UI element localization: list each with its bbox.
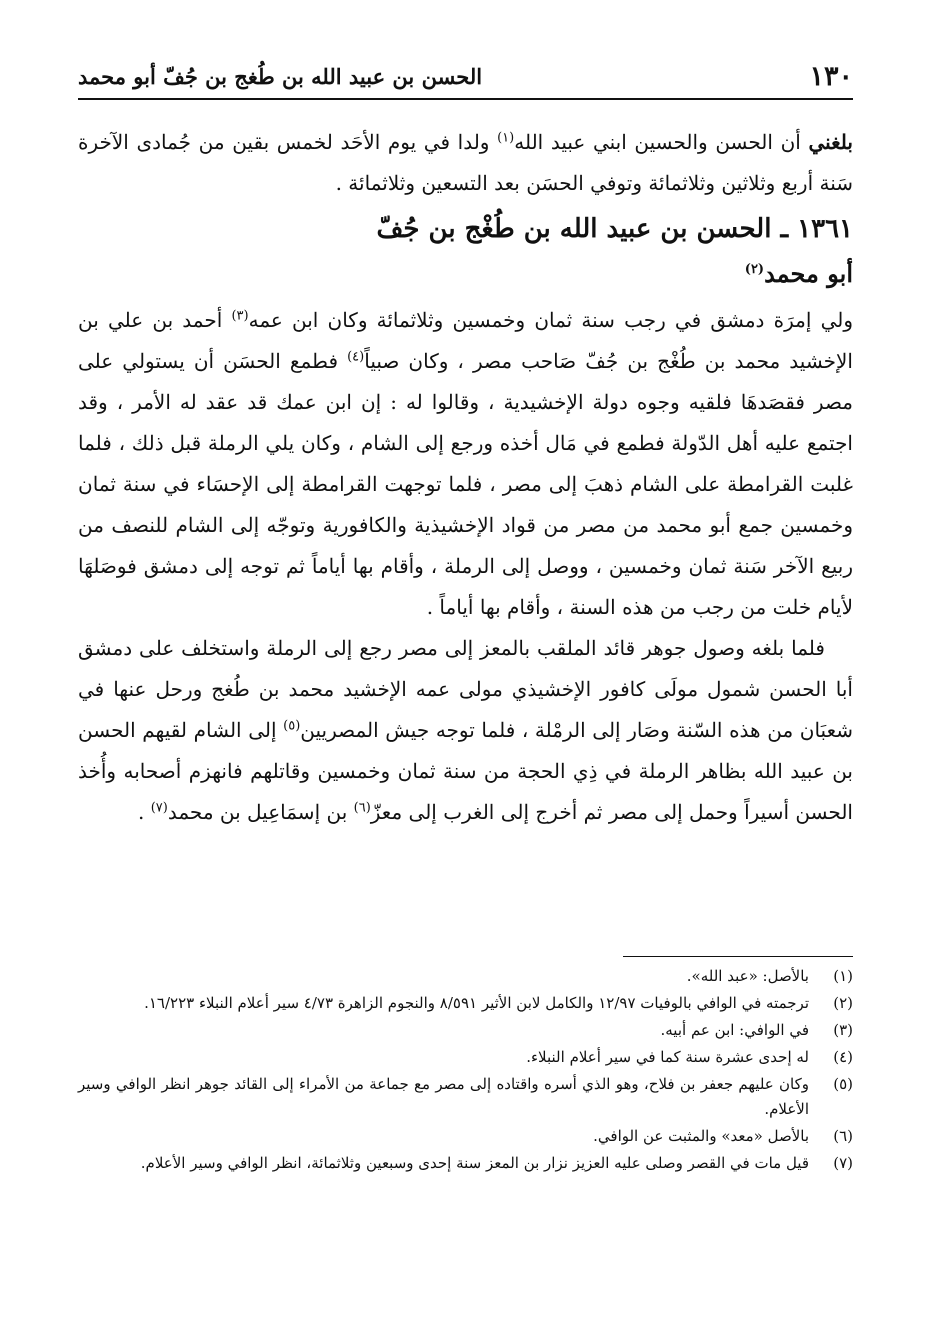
entry-heading: ١٣٦١ ـ الحسن بن عبيد الله بن طُغْج بن جُفّ	[376, 214, 853, 244]
footnote	[78, 1018, 853, 1043]
entry-kunya-text: أبو محمد	[764, 259, 853, 288]
paragraph-2-text-c: بن إسمَاعِيل بن محمد	[167, 800, 354, 824]
paragraph-1-text-b: أحمد بن علي بن الإخشيد محمد بن طُغْج بن جُفّ صَاحب مصر ، وكان صبياً	[78, 308, 853, 373]
footnote-text: بالأصل «معد» والمثبت عن الوافي.	[593, 1127, 809, 1145]
entry-kunya	[78, 254, 853, 294]
footnote-ref-7: (٧)	[150, 800, 168, 816]
paragraph-1-text-a: ولي إمرَة دمشق في رجب سنة ثمان وخمسين وثلاثمائة وكان ابن عمه	[248, 308, 854, 332]
main-text	[78, 122, 853, 833]
intro-opener: بلغني	[808, 130, 853, 154]
footnote-text: بالأصل: «عبد الله».	[686, 967, 809, 985]
intro-text-part1: أن الحسن والحسين ابني عبيد الله	[514, 130, 809, 154]
paragraph-1	[78, 300, 853, 628]
footnote	[78, 1124, 853, 1149]
paragraph-2-text-b: إلى الشام لقيهم الحسن بن عبيد الله بظاهر الرملة في ذِي الحجة من سنة ثمان وخمسين وقاتلهم فانهزم أصحابه وأُخذ الحسن أسيراً وحمل إلى مصر ثم أخرج إلى الغرب إلى معزّ	[78, 718, 853, 824]
footnote-number: (٣)	[833, 1021, 853, 1039]
paragraph-2-text-d: .	[137, 800, 151, 824]
footnote-number: (٦)	[833, 1127, 853, 1145]
footnote-ref-1: (١)	[497, 130, 515, 146]
header-rule	[78, 98, 853, 100]
footnote	[78, 964, 853, 989]
footnote	[78, 1151, 853, 1176]
paragraph-1-text-c: فطمع الحسَن أن يستولي على مصر فقصَدهَا فلقيه وجوه دولة الإخشيدية ، وقالوا له : إن ابن عمك قد عقد له الأمر ، وقد اجتمع عليه أهل الدّولة فطمع في مَال أخذه ورجع إلى الشام ، وكان يلي الرملة قبل ذلك ، فلما غلبت القرامطة على الشام ذهبَ إلى مصر ، فلما توجهت القرامطة إلى الإحسَاء في سنة ثمان وخمسين جمع أبو محمد من مصر من قواد الإخشيذية والكافورية وتوجّه إلى الشام للنصف من ربيع الآخر سَنة ثمان وخمسين ، ووصل إلى الرملة ، وأقام بها أياماً ثم توجه إلى دمشق فوصَلهَا لأيام خلت من رجب من هذه السنة ، وأقام بها أياماً .	[78, 349, 853, 619]
footnote-number: (٢)	[833, 994, 853, 1012]
running-title: الحسن بن عبيد الله بن طُغج بن جُفّ أبو محمد	[78, 63, 483, 89]
paragraph-2-text-a: فلما بلغه وصول جوهر قائد الملقب بالمعز إلى مصر رجع إلى الرملة واستخلف على دمشق أبا الحسن شمول مولَى كافور الإخشيذي مولى عمه الإخشيد محمد بن طُغج ورحل عنها في شعبَان من هذه السّنة وصَار إلى الرمْلة ، فلما توجه جيش المصريين	[78, 636, 853, 742]
footnote	[78, 1045, 853, 1070]
footnote-number: (٤)	[833, 1048, 853, 1066]
intro-paragraph	[78, 122, 853, 204]
footnote-text: له إحدى عشرة سنة كما في سير أعلام النبلاء.	[526, 1048, 809, 1066]
page-number: ١٣٠	[809, 60, 853, 92]
footnote-separator	[623, 956, 853, 957]
footnote-number: (٥)	[833, 1075, 853, 1093]
footnote-text: في الوافي: ابن عم أبيه.	[660, 1021, 809, 1039]
footnote-ref-2: (٢)	[744, 262, 765, 277]
footnote	[78, 991, 853, 1016]
page-header	[78, 58, 853, 94]
footnote	[78, 1072, 853, 1122]
intro-text-part2: ولدا في يوم الأحَد لخمس بقين من جُمادى الآخرة سَنة أربع وثلاثين وثلاثمائة وتوفي الحسَن بعد التسعين وثلاثمائة .	[78, 130, 853, 195]
footnotes	[78, 964, 853, 1178]
footnote-number: (١)	[833, 967, 853, 985]
footnote-ref-4: (٤)	[347, 349, 365, 365]
footnote-ref-5: (٥)	[283, 718, 301, 734]
footnote-text: وكان عليهم جعفر بن فلاح، وهو الذي أسره واقتاده إلى مصر مع جماعة من الأمراء إلى القائد جوهر انظر الوافي وسير الأعلام.	[78, 1075, 809, 1118]
footnote-number: (٧)	[833, 1154, 853, 1172]
footnote-text: قيل مات في القصر وصلى عليه العزيز نزار بن المعز سنة إحدى وسبعين وثلاثمائة، انظر الوافي وسير الأعلام.	[140, 1154, 809, 1172]
footnote-ref-3: (٣)	[231, 308, 249, 324]
paragraph-2	[78, 628, 853, 833]
footnote-text: ترجمته في الوافي بالوفيات ١٢/٩٧ والكامل لابن الأثير ٨/٥٩١ والنجوم الزاهرة ٤/٧٣ سير أعلام النبلاء ١٦/٢٢٣.	[144, 994, 809, 1012]
footnote-ref-6: (٦)	[353, 800, 371, 816]
